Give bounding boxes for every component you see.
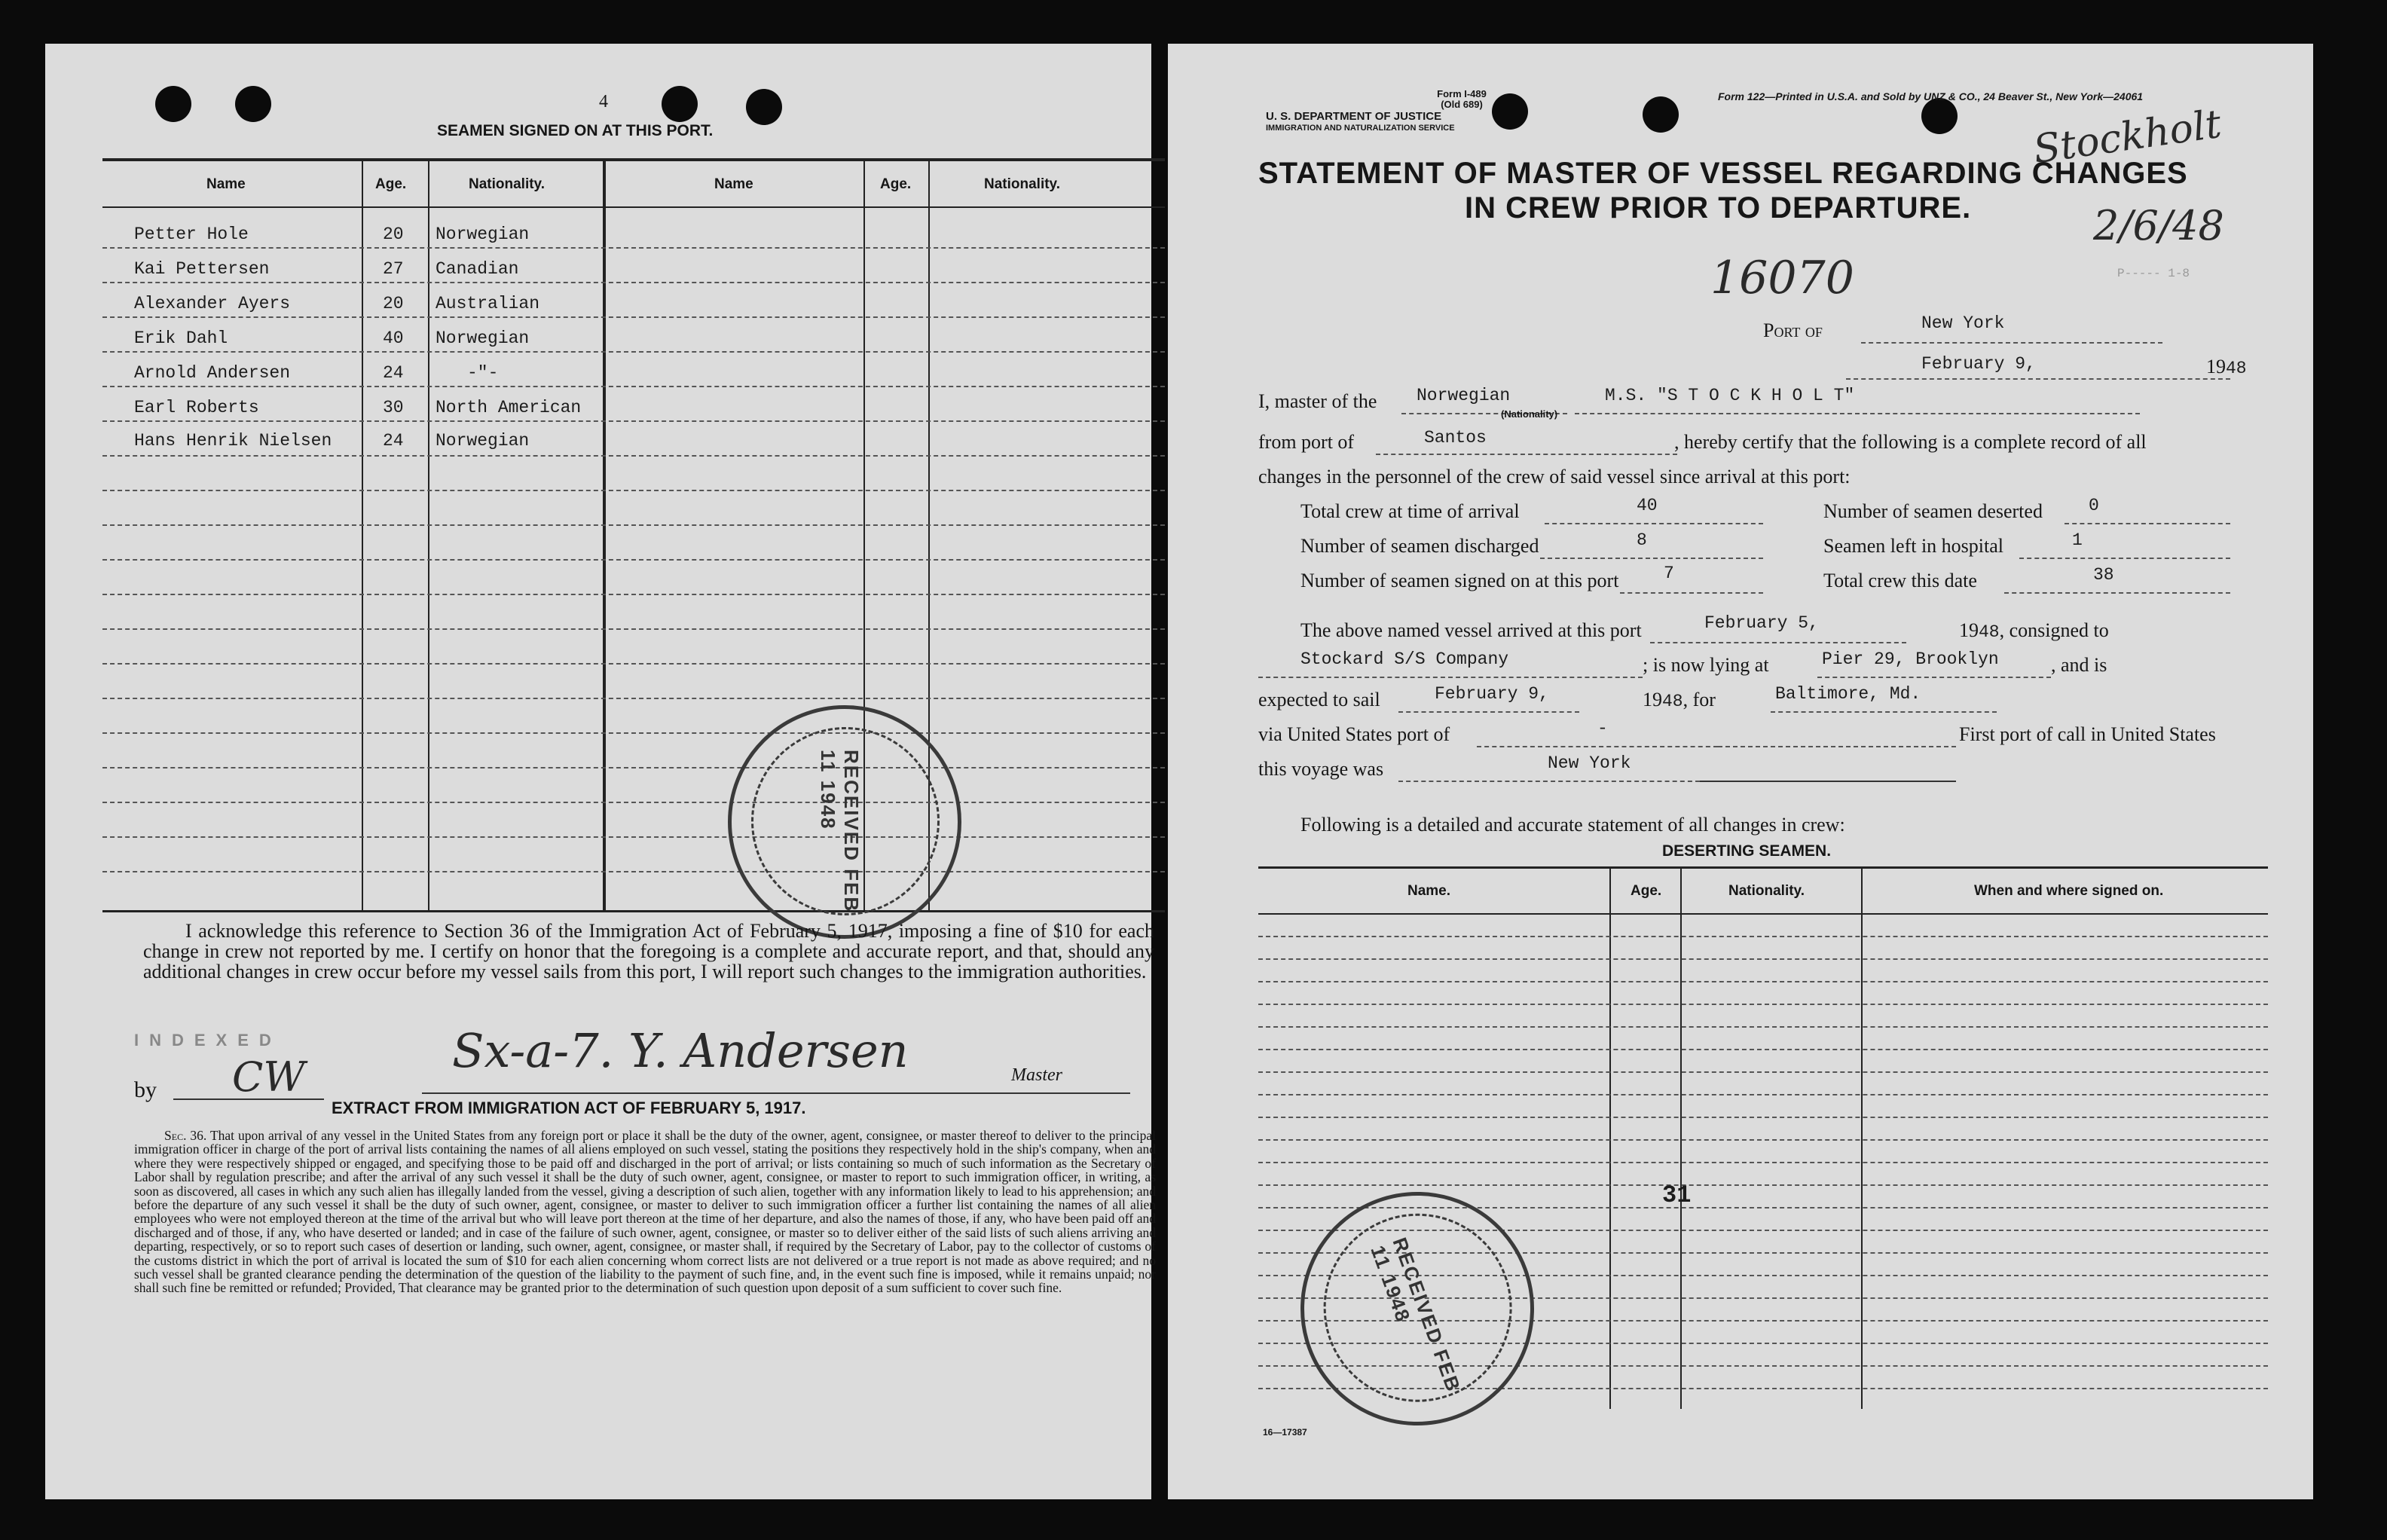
row-rule xyxy=(1258,936,2268,937)
fill-line xyxy=(1650,642,1906,643)
first-port-label: First port of call in United States xyxy=(1959,723,2216,745)
punch-hole xyxy=(235,86,271,122)
fill-line xyxy=(1817,677,2051,678)
sail-date: February 9, xyxy=(1435,684,1549,704)
column-header-name: Name xyxy=(206,176,246,192)
column-rule xyxy=(1861,866,1863,1409)
row-rule xyxy=(102,594,1165,595)
date-value: February 9, xyxy=(1921,354,2036,374)
row-rule xyxy=(1258,958,2268,960)
consignee: Stockard S/S Company xyxy=(1300,649,1509,669)
stat-value: 40 xyxy=(1637,496,1658,515)
nationality-value: Norwegian xyxy=(1417,386,1511,405)
seaman-nationality: North American xyxy=(436,398,582,417)
seaman-nationality: Norwegian xyxy=(436,328,530,348)
indexer-initials: CW xyxy=(232,1053,305,1101)
master-label: Master xyxy=(1011,1065,1062,1085)
seamen-signed-heading: SEAMEN SIGNED ON AT THIS PORT. xyxy=(437,122,714,139)
deserting-header-rule xyxy=(1258,913,2268,915)
from-port-label: from port of xyxy=(1258,431,1355,453)
destination: Baltimore, Md. xyxy=(1775,684,1921,704)
row-rule xyxy=(1258,1026,2268,1028)
row-rule xyxy=(102,836,1165,838)
punch-hole xyxy=(1921,98,1958,134)
seaman-age: 24 xyxy=(383,431,404,451)
section-label: Sec. 36. xyxy=(164,1128,207,1143)
stat-label: Number of seamen signed on at this port xyxy=(1300,570,1619,591)
voyage-label: this voyage was xyxy=(1258,758,1384,780)
form-number xyxy=(1401,89,1522,110)
stat-value: 7 xyxy=(1664,564,1674,583)
via-label: via United States port of xyxy=(1258,723,1450,745)
arrived-date: February 5, xyxy=(1704,613,1819,633)
service-name: IMMIGRATION AND NATURALIZATION SERVICE xyxy=(1266,124,1455,133)
fill-line xyxy=(1258,677,1643,678)
row-rule xyxy=(102,351,1165,353)
seaman-name: Kai Pettersen xyxy=(134,259,270,279)
stat-label: Number of seamen deserted xyxy=(1823,500,2043,522)
arrived-year xyxy=(1959,619,2109,642)
row-rule xyxy=(102,871,1165,872)
via-value: - xyxy=(1597,719,1608,738)
punch-hole xyxy=(1643,96,1679,133)
seaman-name: Petter Hole xyxy=(134,225,249,244)
received-stamp: RECEIVED FEB 11 1948 xyxy=(1267,1159,1566,1458)
row-rule xyxy=(102,628,1165,630)
fill-line xyxy=(2065,523,2230,524)
form-title-line1: STATEMENT OF MASTER OF VESSEL REGARDING CHANGES xyxy=(1258,157,2188,190)
page-number: 4 xyxy=(599,92,608,112)
seaman-name: Alexander Ayers xyxy=(134,294,291,313)
form-number-text: Form I-489 xyxy=(1437,88,1487,99)
punch-hole xyxy=(746,89,782,125)
column-header-age: Age. xyxy=(375,176,407,192)
row-rule xyxy=(102,490,1165,491)
row-rule xyxy=(102,247,1165,249)
lying-label: ; is now lying at xyxy=(1643,654,1769,676)
expected-label: expected to sail xyxy=(1258,689,1380,710)
stat-value: 1 xyxy=(2072,530,2083,550)
fill-line xyxy=(1398,711,1579,713)
stat-label: Total crew at time of arrival xyxy=(1300,500,1520,522)
arrived-label: The above named vessel arrived at this port xyxy=(1300,619,1642,641)
column-header-name: Name xyxy=(714,176,753,192)
seaman-age: 20 xyxy=(383,225,404,244)
deserting-column-name: Name. xyxy=(1407,883,1451,899)
form-title-line2: IN CREW PRIOR TO DEPARTURE. xyxy=(1465,191,1972,225)
signature-line xyxy=(422,1092,1130,1094)
fill-line xyxy=(1846,378,2230,380)
row-rule xyxy=(102,282,1165,283)
row-rule xyxy=(1258,1094,2268,1095)
deserting-column-nationality: Nationality. xyxy=(1728,883,1805,899)
table-header-rule xyxy=(102,206,1165,208)
table-bottom-rule xyxy=(102,910,1165,912)
row-rule xyxy=(102,767,1165,768)
row-rule xyxy=(102,524,1165,526)
fill-line xyxy=(1575,413,2140,414)
fill-line xyxy=(1540,558,1763,559)
printer-line: Form 122—Printed in U.S.A. and Sold by UNZ & CO., 24 Beaver St., New York—24061 xyxy=(1718,90,2144,102)
from-port-value: Santos xyxy=(1424,428,1487,448)
row-rule xyxy=(102,420,1165,422)
row-rule xyxy=(102,316,1165,318)
row-rule xyxy=(1258,1117,2268,1118)
handwritten-file-number: 16070 xyxy=(1710,252,1854,304)
port-of-label: Port of xyxy=(1763,319,1823,341)
seaman-nationality: Canadian xyxy=(436,259,519,279)
stat-value: 8 xyxy=(1637,530,1647,550)
column-rule xyxy=(1609,866,1611,1409)
column-rule xyxy=(603,158,606,912)
port-of-value: New York xyxy=(1921,313,2005,333)
fill-line xyxy=(1718,746,1956,747)
extract-heading: EXTRACT FROM IMMIGRATION ACT OF FEBRUARY 5, 1917. xyxy=(332,1098,806,1117)
column-rule xyxy=(428,158,429,912)
fill-line xyxy=(1376,454,1677,455)
fill-line xyxy=(1771,711,1997,713)
stat-value: 0 xyxy=(2089,496,2099,515)
row-rule xyxy=(1258,981,2268,982)
row-rule xyxy=(1258,1049,2268,1050)
seaman-nationality: Norwegian xyxy=(436,225,530,244)
section-36-text xyxy=(134,1129,1156,1295)
following-text: Following is a detailed and accurate statement of all changes in crew: xyxy=(1300,814,1845,836)
seaman-nationality: Norwegian xyxy=(436,431,530,451)
row-rule xyxy=(102,802,1165,803)
fill-line xyxy=(1398,781,1700,782)
consigned-label: , consigned to xyxy=(1999,619,2109,641)
column-header-nationality: Nationality. xyxy=(469,176,545,192)
seaman-age: 40 xyxy=(383,328,404,348)
handwritten-date: 2/6/48 xyxy=(2093,202,2224,249)
year-value: 48 xyxy=(2226,359,2247,378)
handwritten-ship-name: Stockholt xyxy=(2031,101,2224,173)
stat-value: 38 xyxy=(2093,565,2114,585)
nationality-caption: (Nationality) xyxy=(1501,408,1558,420)
center-number: 31 xyxy=(1662,1181,1692,1209)
seaman-name: Arnold Andersen xyxy=(134,363,291,383)
seaman-age: 20 xyxy=(383,294,404,313)
seaman-nationality: Australian xyxy=(436,294,540,313)
voyage-value: New York xyxy=(1548,753,1631,773)
table-top-rule xyxy=(102,158,1165,161)
master-signature: Sx-a-7. Y. Andersen xyxy=(452,1023,909,1078)
indexed-stamp: INDEXED xyxy=(134,1031,282,1050)
column-rule xyxy=(1680,866,1682,1409)
year-prefix: 19 xyxy=(1959,619,1979,641)
row-rule xyxy=(102,455,1165,457)
certify-text: , hereby certify that the following is a complete record of all xyxy=(1674,431,2147,453)
fill-line xyxy=(1700,781,1956,782)
row-rule xyxy=(1258,1162,2268,1163)
section-body: That upon arrival of any vessel in the United States from any foreign port or place it shall be the duty of the owner, agent, consignee, or master thereof to deliver to the principal immigration officer in charge of the port of arrival lists containing the names of all aliens employed on such vessel, stating the positions they respectively hold in the ship's company, when and where they were respectively shipped or engaged, and specifying those to be paid off and discharged in the port of arrival; or lists containing so much of such information as the Secretary of Labor shall by regulation prescribe; and after the arrival of any such vessel it shall be the duty of such owner, agent, consignee, or master to report to such immigration officer, in writing, as soon as discovered, all cases in which any such alien has illegally landed from the vessel, giving a description of such alien, together with any information likely to lead to his apprehension; and before the departure of any such vessel it shall be the duty of such owner, agent, consignee, or master to deliver to such immigration officer a further list containing the names of all alien employees who were not employed thereon at the time of the arrival but who will leave port thereon at the time of her departure, and also the names of those, if any, who have been paid off and discharged and of those, if any, who have deserted or landed; and in case of the failure of such owner, agent, consignee, or master so to deliver either of the said lists of such aliens arriving and departing, respectively, or so to report such cases of desertion or landing, such owner, agent, consignee, or master shall, if required by the Secretary of Labor, pay to the collector of customs of the customs district in which the port of arrival is located the sum of $10 for each alien concerning whom correct lists are not delivered or a true report is not made as above required; and no such vessel shall be granted clearance pending the determination of the question of the liability to the payment of such fine, and, in the event such fine is imposed, while it remains unpaid; nor shall such fine be remitted or refunded; Provided, That clearance may be granted prior to the determination of such question upon deposit of a sum sufficient to cover such fine. xyxy=(134,1128,1156,1296)
fill-line xyxy=(1861,342,2162,344)
row-rule xyxy=(102,698,1165,699)
fill-line xyxy=(1477,746,1718,747)
seaman-name: Hans Henrik Nielsen xyxy=(134,431,332,451)
deserting-column-signed-on: When and where signed on. xyxy=(1974,883,2164,899)
year-value: 48 xyxy=(1662,692,1683,711)
row-rule xyxy=(102,559,1165,561)
fill-line xyxy=(2019,558,2230,559)
lying-value: Pier 29, Brooklyn xyxy=(1822,649,1999,669)
seaman-age: 24 xyxy=(383,363,404,383)
row-rule xyxy=(1258,1071,2268,1073)
column-rule xyxy=(362,158,363,912)
vessel-name: M.S. "S T O C K H O L T" xyxy=(1605,386,1855,405)
punch-hole xyxy=(662,86,698,122)
deserting-top-rule xyxy=(1258,866,2268,869)
form-old-text: (Old 689) xyxy=(1441,99,1483,110)
row-rule xyxy=(102,732,1165,734)
received-stamp: RECEIVED FEB 11 1948 xyxy=(728,705,961,939)
changes-text: changes in the personnel of the crew of said vessel since arrival at this port: xyxy=(1258,466,1851,487)
column-header-age: Age. xyxy=(880,176,912,192)
row-rule xyxy=(102,663,1165,665)
seaman-age: 30 xyxy=(383,398,404,417)
seaman-nationality: -"- xyxy=(467,363,499,383)
right-page xyxy=(1168,44,2313,1499)
stat-label: Number of seamen discharged xyxy=(1300,535,1539,557)
stat-label: Seamen left in hospital xyxy=(1823,535,2004,557)
acknowledgement-text: I acknowledge this reference to Section 36 of the Immigration Act of February 5, 1917, imposing a fine of $10 for each change in crew not reported by me. I certify on honor that the foregoing is a complete and accurate report, and that, should any additional changes in crew occur before my vessel sails from this port, I will report such changes to the immigration authorities. xyxy=(143,920,1154,982)
deserting-column-age: Age. xyxy=(1631,883,1662,899)
fill-line xyxy=(1545,523,1763,524)
fill-line xyxy=(2004,592,2230,594)
column-header-nationality: Nationality. xyxy=(984,176,1060,192)
sail-year xyxy=(1643,689,1716,711)
master-of-label: I, master of the xyxy=(1258,390,1377,412)
for-label: , for xyxy=(1683,689,1716,710)
department-name: U. S. DEPARTMENT OF JUSTICE xyxy=(1266,110,1442,123)
fill-line xyxy=(1620,592,1763,594)
stat-label: Total crew this date xyxy=(1823,570,1977,591)
row-rule xyxy=(102,386,1165,387)
footer-code: 16—17387 xyxy=(1263,1427,1307,1438)
left-page xyxy=(45,44,1156,1499)
by-label: by xyxy=(134,1077,157,1102)
seaman-age: 27 xyxy=(383,259,404,279)
row-rule xyxy=(1258,1139,2268,1141)
year-value: 48 xyxy=(1979,622,2000,642)
year-prefix: 19 xyxy=(1643,689,1662,710)
punch-hole xyxy=(155,86,191,122)
date-year xyxy=(2206,356,2247,378)
row-rule xyxy=(1258,1184,2268,1186)
faint-stamp: P----- 1-8 xyxy=(2117,267,2190,280)
seaman-name: Earl Roberts xyxy=(134,398,259,417)
deserting-heading: DESERTING SEAMEN. xyxy=(1662,842,1832,860)
seaman-name: Erik Dahl xyxy=(134,328,228,348)
year-prefix: 19 xyxy=(2206,356,2226,377)
row-rule xyxy=(1258,1004,2268,1005)
and-is-label: , and is xyxy=(2051,654,2107,676)
